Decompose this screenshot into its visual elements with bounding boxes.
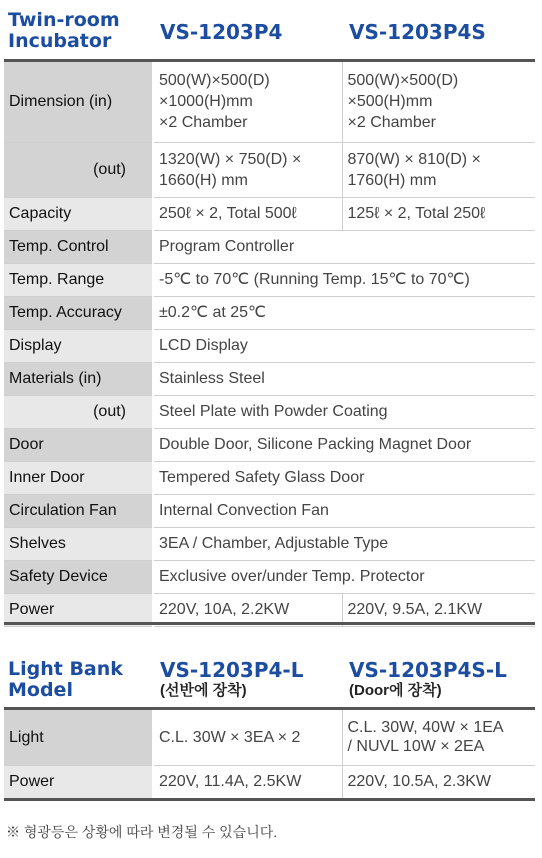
row-dimension-in [4,62,535,142]
value-capacity-2: 125ℓ × 2, Total 250ℓ [347,205,486,222]
value-dimension-in-2: 500(W)×500(D) ×500(H)mm ×2 Chamber [347,72,459,132]
lightbank-bottom-rule [4,798,535,801]
value-temp-control: Program Controller [159,238,295,255]
lightbank-header [0,650,542,708]
value-dimension-out-1: 1320(W) × 750(D) × 1660(H) mm [153,142,342,197]
label-safety-device: Safety Device [4,560,153,593]
label-temp-accuracy: Temp. Accuracy [4,296,153,329]
incubator-col2-model: VS-1203P4S [349,20,486,44]
row-display [4,329,535,362]
incubator-spec-table [4,62,535,627]
value-display: LCD Display [159,337,248,354]
label-temp-range: Temp. Range [4,263,153,296]
label-materials-in: Materials (in) [4,362,153,395]
row-light [4,710,535,765]
label-temp-control: Temp. Control [4,230,153,263]
row-shelves [4,527,535,560]
row-capacity [4,197,535,230]
lightbank-spec-table [4,710,535,799]
value-dimension-in-1: 500(W)×500(D) ×1000(H)mm ×2 Chamber [153,62,342,142]
lightbank-col2-subtitle: (Door에 장착) [349,682,442,699]
incubator-model-label-line1: Twin-room [8,9,120,31]
value-inner-door: Tempered Safety Glass Door [159,469,365,486]
label-power: Power [4,593,153,626]
value-power-2: 220V, 9.5A, 2.1KW [347,601,483,618]
row-safety-device [4,560,535,593]
value-power-1: 220V, 10A, 2.2KW [153,593,342,626]
label-circulation-fan: Circulation Fan [4,494,153,527]
lightbank-col2-model: VS-1203P4S-L [349,658,507,682]
row-circulation-fan [4,494,535,527]
row-materials-in [4,362,535,395]
incubator-bottom-rule [4,622,535,625]
lightbank-col1-model: VS-1203P4-L [160,658,304,682]
row-dimension-out [4,142,535,197]
value-circulation-fan: Internal Convection Fan [159,502,329,519]
value-safety-device: Exclusive over/under Temp. Protector [159,568,425,585]
label-dimension-in: Dimension (in) [4,62,153,142]
row-temp-accuracy [4,296,535,329]
label-materials-out: (out) [4,395,153,428]
lightbank-col1-subtitle: (선반에 장착) [160,682,247,699]
value-dimension-out-2: 870(W) × 810(D) × 1760(H) mm [347,150,481,189]
value-temp-range: -5℃ to 70℃ (Running Temp. 15℃ to 70℃) [159,271,470,288]
row-temp-range [4,263,535,296]
label-display: Display [4,329,153,362]
value-materials-out: Steel Plate with Powder Coating [159,403,388,420]
label-inner-door: Inner Door [4,461,153,494]
row-temp-control [4,230,535,263]
value-door: Double Door, Silicone Packing Magnet Door [159,436,472,453]
label-door: Door [4,428,153,461]
value-capacity-1: 250ℓ × 2, Total 500ℓ [153,197,342,230]
row-materials-out [4,395,535,428]
value-lightbank-power-1: 220V, 11.4A, 2.5KW [153,765,342,798]
incubator-header [0,0,542,60]
value-light-1: C.L. 30W × 3EA × 2 [153,710,342,765]
value-materials-in: Stainless Steel [159,370,265,387]
value-light-2: C.L. 30W, 40W × 1EA / NUVL 10W × 2EA [347,719,504,756]
lightbank-model-label-line1: Light Bank [8,658,123,680]
row-door [4,428,535,461]
label-dimension-out: (out) [4,142,153,197]
incubator-col1-model: VS-1203P4 [160,20,283,44]
label-lightbank-power: Power [4,765,153,798]
lightbank-model-label-line2: Model [8,679,73,701]
value-temp-accuracy: ±0.2℃ at 25℃ [159,304,266,321]
row-inner-door [4,461,535,494]
footnote: ※ 형광등은 상황에 따라 변경될 수 있습니다. [6,824,278,840]
row-lightbank-power [4,765,535,798]
value-lightbank-power-2: 220V, 10.5A, 2.3KW [347,773,492,790]
label-shelves: Shelves [4,527,153,560]
label-light: Light [4,710,153,765]
value-shelves: 3EA / Chamber, Adjustable Type [159,535,389,552]
label-capacity: Capacity [4,197,153,230]
incubator-model-label-line2: Incubator [8,30,112,52]
